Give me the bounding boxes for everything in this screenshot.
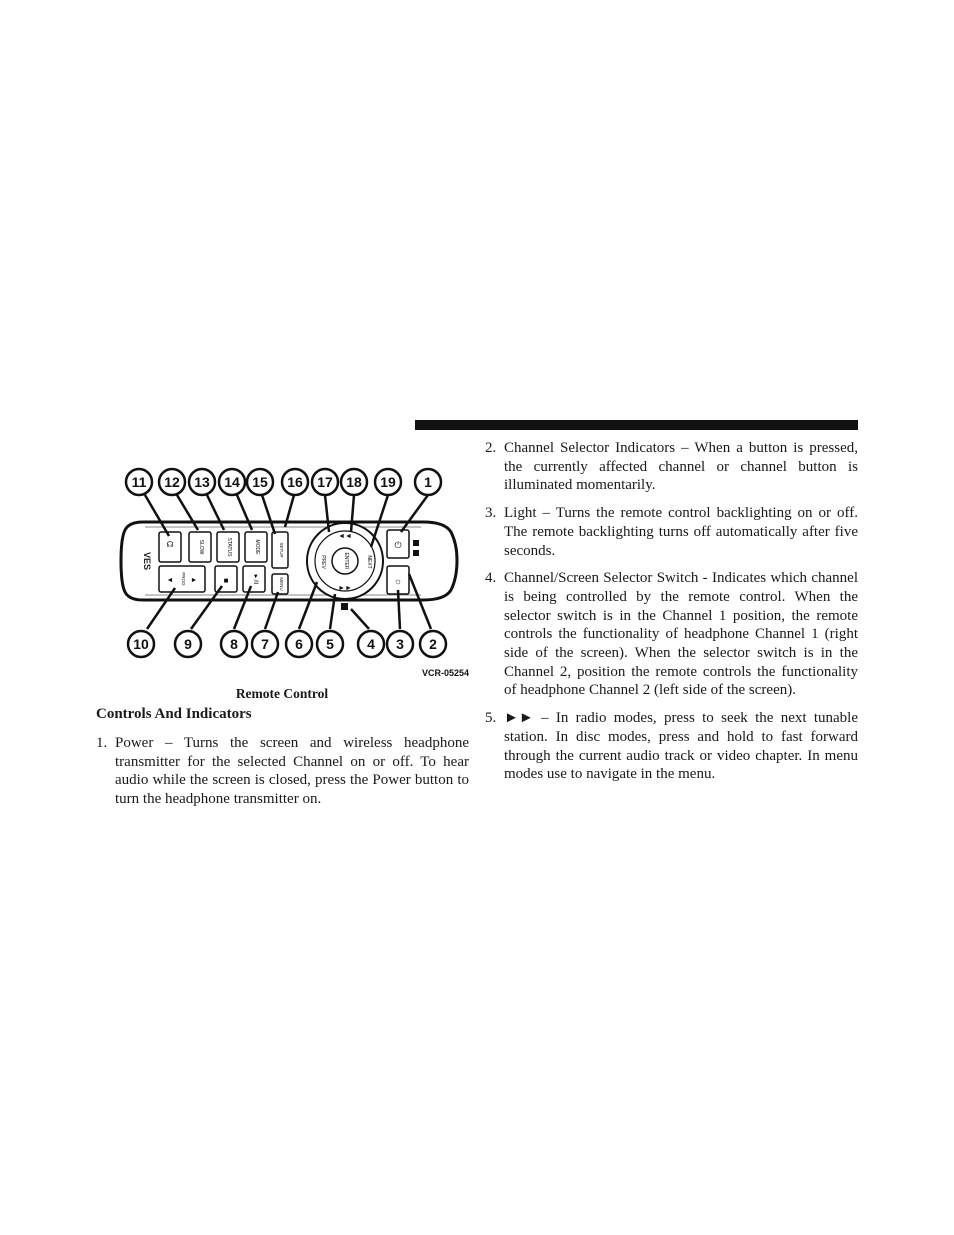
play-pause-icon: ►/II: [252, 573, 258, 585]
list-item: [485, 569, 858, 700]
status-label: STATUS: [226, 537, 232, 557]
section-header-bar: [415, 420, 858, 430]
light-icon: ☼: [393, 576, 403, 586]
controls-list-left: [96, 734, 469, 818]
stop-icon: ■: [223, 576, 229, 585]
fast-forward-icon: ►►: [338, 585, 352, 592]
callout-label-15: 15: [252, 474, 268, 490]
headphone-icon: ☊: [166, 540, 174, 549]
item-number: 1.: [96, 735, 108, 751]
setup-label: SETUP: [279, 542, 284, 558]
callout-label-6: 6: [295, 636, 303, 652]
callout-label-13: 13: [194, 474, 210, 490]
callout-label-3: 3: [396, 636, 404, 652]
callout-label-16: 16: [287, 474, 303, 490]
callout-label-2: 2: [429, 636, 437, 652]
callout-label-9: 9: [184, 636, 192, 652]
list-item: [485, 504, 858, 560]
mode-label: MODE: [254, 539, 260, 555]
remote-control-figure: [95, 462, 475, 684]
callout-label-17: 17: [317, 474, 333, 490]
callout-label-8: 8: [230, 636, 238, 652]
item-number: 2.: [485, 440, 497, 456]
power-icon: ⏻: [394, 540, 402, 550]
item-number: 5.: [485, 710, 497, 727]
prev-label: PREV: [320, 555, 326, 569]
callout-label-10: 10: [133, 636, 149, 652]
brand-label: VES: [142, 551, 152, 571]
item-text: Channel Selector Indicators – When a button is pressed, the currently affected channel or channel button is illuminated momentarily.: [504, 440, 858, 494]
item-number: 3.: [485, 505, 497, 522]
list-item: [96, 734, 469, 809]
callout-label-7: 7: [261, 636, 269, 652]
callout-label-5: 5: [326, 636, 334, 652]
item-text: Light – Turns the remote control backlighting on or off. The remote backlighting turns off automatically after five seconds.: [504, 505, 858, 559]
callout-label-19: 19: [380, 474, 396, 490]
controls-list-right: [485, 439, 858, 793]
callout-label-18: 18: [346, 474, 362, 490]
callout-label-12: 12: [164, 474, 180, 490]
prog-label: PROG: [181, 572, 186, 586]
list-item: [485, 439, 858, 495]
item-text: Power – Turns the screen and wireless headphone transmitter for the selected Channel on or off. To hear audio while the screen is closed, press the Power button to turn the headphone transmitter on.: [115, 735, 469, 808]
selector-switch: [341, 603, 348, 610]
list-item: [485, 709, 858, 784]
figure-code: VCR-05254: [421, 668, 469, 678]
figure-caption: Remote Control: [235, 686, 329, 701]
svg-text:►: ►: [190, 577, 198, 584]
next-label: NEXT: [366, 555, 372, 569]
item-number: 4.: [485, 570, 497, 587]
callout-label-4: 4: [367, 636, 375, 652]
svg-text:◄: ◄: [166, 577, 174, 584]
enter-label: ENTER: [343, 552, 349, 570]
section-heading: Controls And Indicators: [96, 706, 252, 722]
slow-label: SLOW: [198, 539, 204, 555]
rewind-icon: ◄◄: [338, 533, 352, 540]
callout-label-1: 1: [424, 474, 432, 490]
callout-label-11: 11: [131, 474, 147, 490]
menu-label: MENU: [279, 577, 284, 591]
item-text: ►► – In radio modes, press to seek the next tunable station. In disc modes, press and hold to fast forward through the current audio track or video chapter. In menu modes use to navigate in the menu.: [504, 710, 858, 783]
item-text: Channel/Screen Selector Switch - Indicates which channel is being controlled by the remote control. When the selector switch is in the Channel 1 position, the remote controls the functionality of headphone Channel 1 (right side of the screen). When the selector switch is in the Channel 2, position the remote controls the functionality of headphone Channel 2 (left side of the screen).: [504, 570, 858, 699]
callout-label-14: 14: [224, 474, 240, 490]
